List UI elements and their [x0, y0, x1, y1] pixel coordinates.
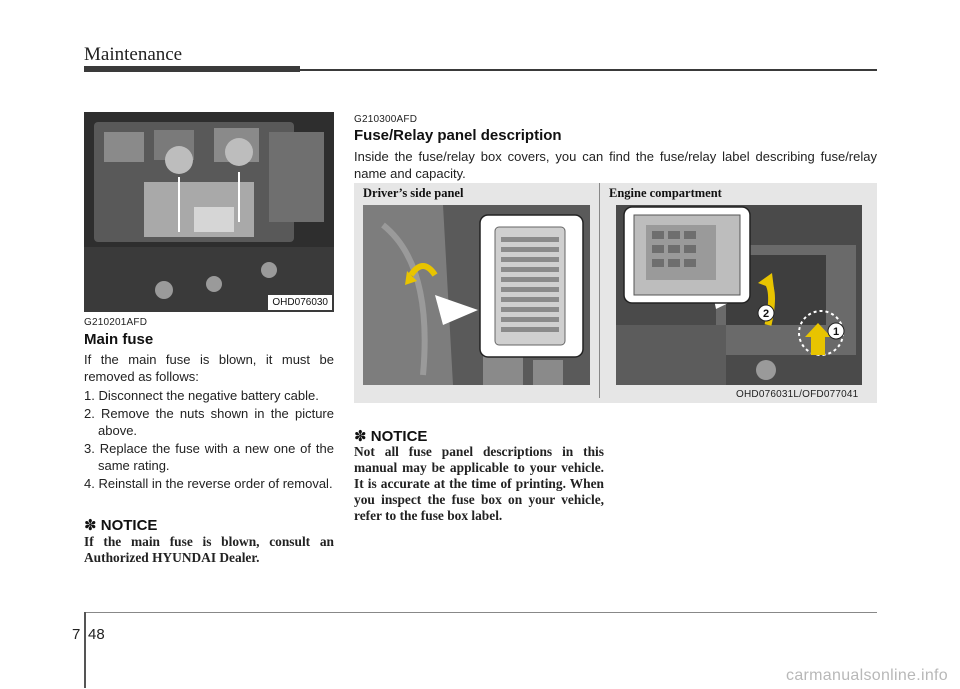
chapter-number: 7: [72, 626, 81, 643]
footer-rule: [84, 612, 877, 613]
callout-1: 1: [832, 326, 840, 338]
footer-vertical-rule: [84, 612, 86, 688]
main-fuse-steps: [84, 387, 334, 493]
header-rule-thick: [84, 66, 300, 72]
section-code-panel: G210300AFD: [354, 114, 418, 125]
step-item: 2. Remove the nuts shown in the picture above.: [84, 406, 334, 438]
step-item: 1. Disconnect the negative battery cable.: [84, 388, 319, 403]
photo-code: OHD076030: [268, 295, 332, 310]
engine-compartment-illustration: [616, 205, 862, 385]
step-item: 3. Replace the fuse with a new one of the same rating.: [84, 441, 334, 473]
heading-main-fuse: Main fuse: [84, 331, 154, 348]
figure-divider: [599, 183, 600, 398]
callout-2: 2: [762, 308, 770, 320]
heading-panel-description: Fuse/Relay panel description: [354, 127, 562, 144]
section-code-main-fuse: G210201AFD: [84, 317, 148, 328]
driver-side-panel-illustration: [363, 205, 590, 385]
main-fuse-illustration: [84, 112, 334, 312]
notice-title-main-fuse: ✽ NOTICE: [84, 517, 158, 534]
main-fuse-intro: If the main fuse is blown, it must be removed as follows:: [84, 352, 334, 384]
watermark: carmanualsonline.info: [786, 667, 948, 684]
page-header-title: Maintenance: [84, 44, 183, 65]
notice-text-panel: Not all fuse panel descriptions in this manual may be applicable to your vehicle. It is accurate at the time of printing. When you inspect the fuse box on your vehicle, refer to the fuse box label.: [354, 444, 604, 523]
header-rule-thin: [300, 69, 877, 71]
figure-label-engine-compartment: Engine compartment: [609, 186, 722, 200]
page-number: 48: [88, 626, 105, 643]
notice-text-main-fuse: If the main fuse is blown, consult an Authorized HYUNDAI Dealer.: [84, 534, 334, 565]
figure-code: OHD076031L/OFD077041: [736, 389, 859, 400]
main-fuse-photo: [84, 112, 334, 312]
notice-title-panel: ✽ NOTICE: [354, 428, 428, 445]
figure-label-driver-side: Driver’s side panel: [363, 186, 464, 200]
step-item: 4. Reinstall in the reverse order of removal.: [84, 476, 333, 491]
panel-description-intro: Inside the fuse/relay box covers, you can find the fuse/relay label describing fuse/relay name and capacity.: [354, 149, 877, 181]
